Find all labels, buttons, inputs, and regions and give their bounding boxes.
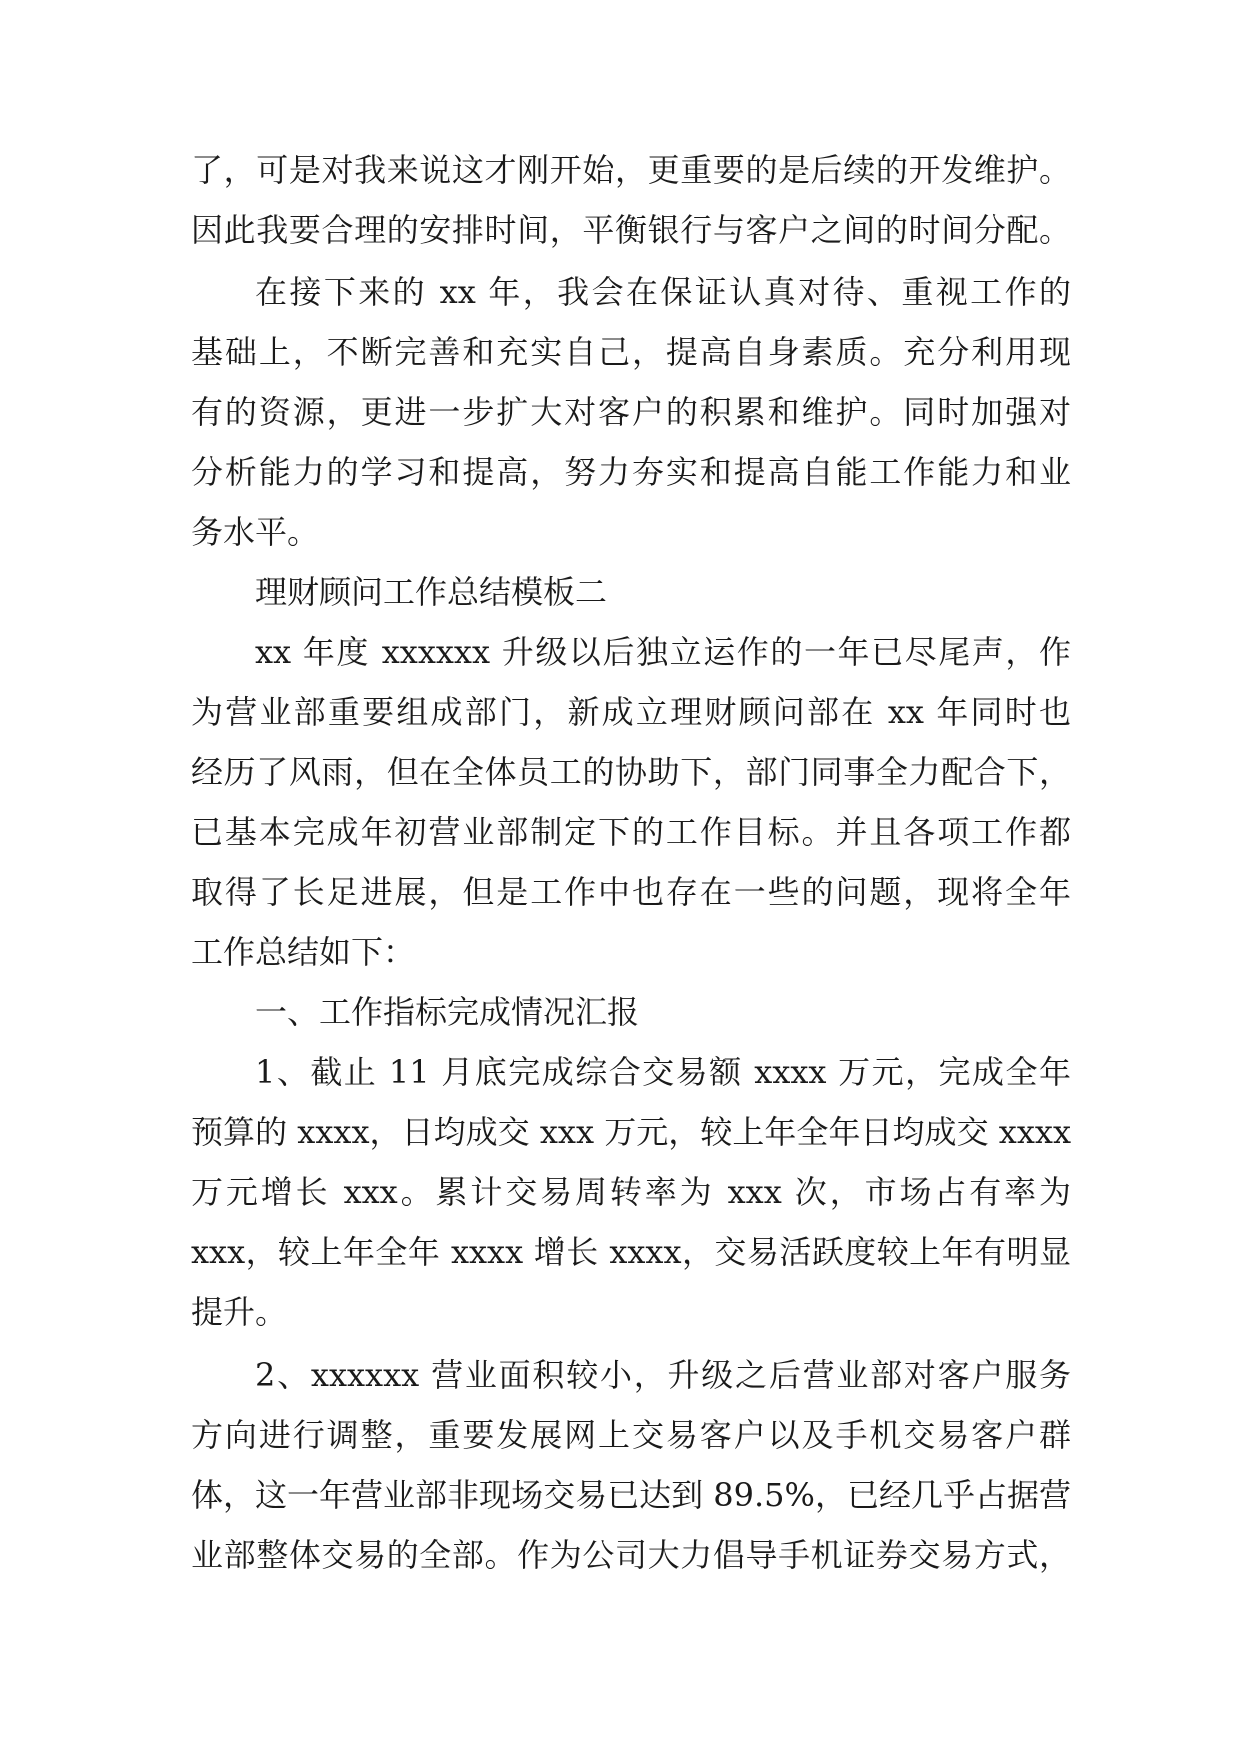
- text-line: xxx，较上年全年 xxxx 增长 xxxx，交易活跃度较上年有明显: [191, 1233, 1071, 1271]
- text-line: 基础上，不断完善和充实自己，提高自身素质。充分利用现: [191, 333, 1071, 371]
- text-line: 分析能力的学习和提高，努力夯实和提高自能工作能力和业: [191, 453, 1071, 491]
- text-line: 因此我要合理的安排时间，平衡银行与客户之间的时间分配。: [191, 211, 1071, 249]
- text-line: 已基本完成年初营业部制定下的工作目标。并且各项工作都: [191, 813, 1071, 851]
- text-line: 工作总结如下：: [191, 933, 416, 971]
- text-line: 预算的 xxxx，日均成交 xxx 万元，较上年全年日均成交 xxxx: [191, 1113, 1071, 1151]
- text-line: xx 年度 xxxxxx 升级以后独立运作的一年已尽尾声，作: [255, 633, 1071, 671]
- text-line: 提升。: [191, 1293, 288, 1331]
- text-line: 务水平。: [191, 513, 320, 551]
- text-line: 体，这一年营业部非现场交易已达到 89.5%，已经几乎占据营: [191, 1476, 1071, 1514]
- text-line: 有的资源，更进一步扩大对客户的积累和维护。同时加强对: [191, 393, 1071, 431]
- text-line: 2、xxxxxx 营业面积较小，升级之后营业部对客户服务: [255, 1356, 1071, 1394]
- section-heading: 理财顾问工作总结模板二: [255, 573, 608, 611]
- text-line: 在接下来的 xx 年，我会在保证认真对待、重视工作的: [255, 273, 1071, 311]
- text-line: 取得了长足进展，但是工作中也存在一些的问题，现将全年: [191, 873, 1071, 911]
- text-line: 万元增长 xxx。累计交易周转率为 xxx 次，市场占有率为: [191, 1173, 1071, 1211]
- text-line: 了，可是对我来说这才刚开始，更重要的是后续的开发维护。: [191, 151, 1071, 189]
- text-line: 1、截止 11 月底完成综合交易额 xxxx 万元，完成全年: [255, 1053, 1071, 1091]
- text-line: 方向进行调整，重要发展网上交易客户以及手机交易客户群: [191, 1416, 1071, 1454]
- text-line: 业部整体交易的全部。作为公司大力倡导手机证券交易方式，: [191, 1536, 1071, 1574]
- text-line: 经历了风雨，但在全体员工的协助下，部门同事全力配合下，: [191, 753, 1071, 791]
- section-heading: 一、工作指标完成情况汇报: [255, 993, 640, 1031]
- text-line: 为营业部重要组成部门，新成立理财顾问部在 xx 年同时也: [191, 693, 1071, 731]
